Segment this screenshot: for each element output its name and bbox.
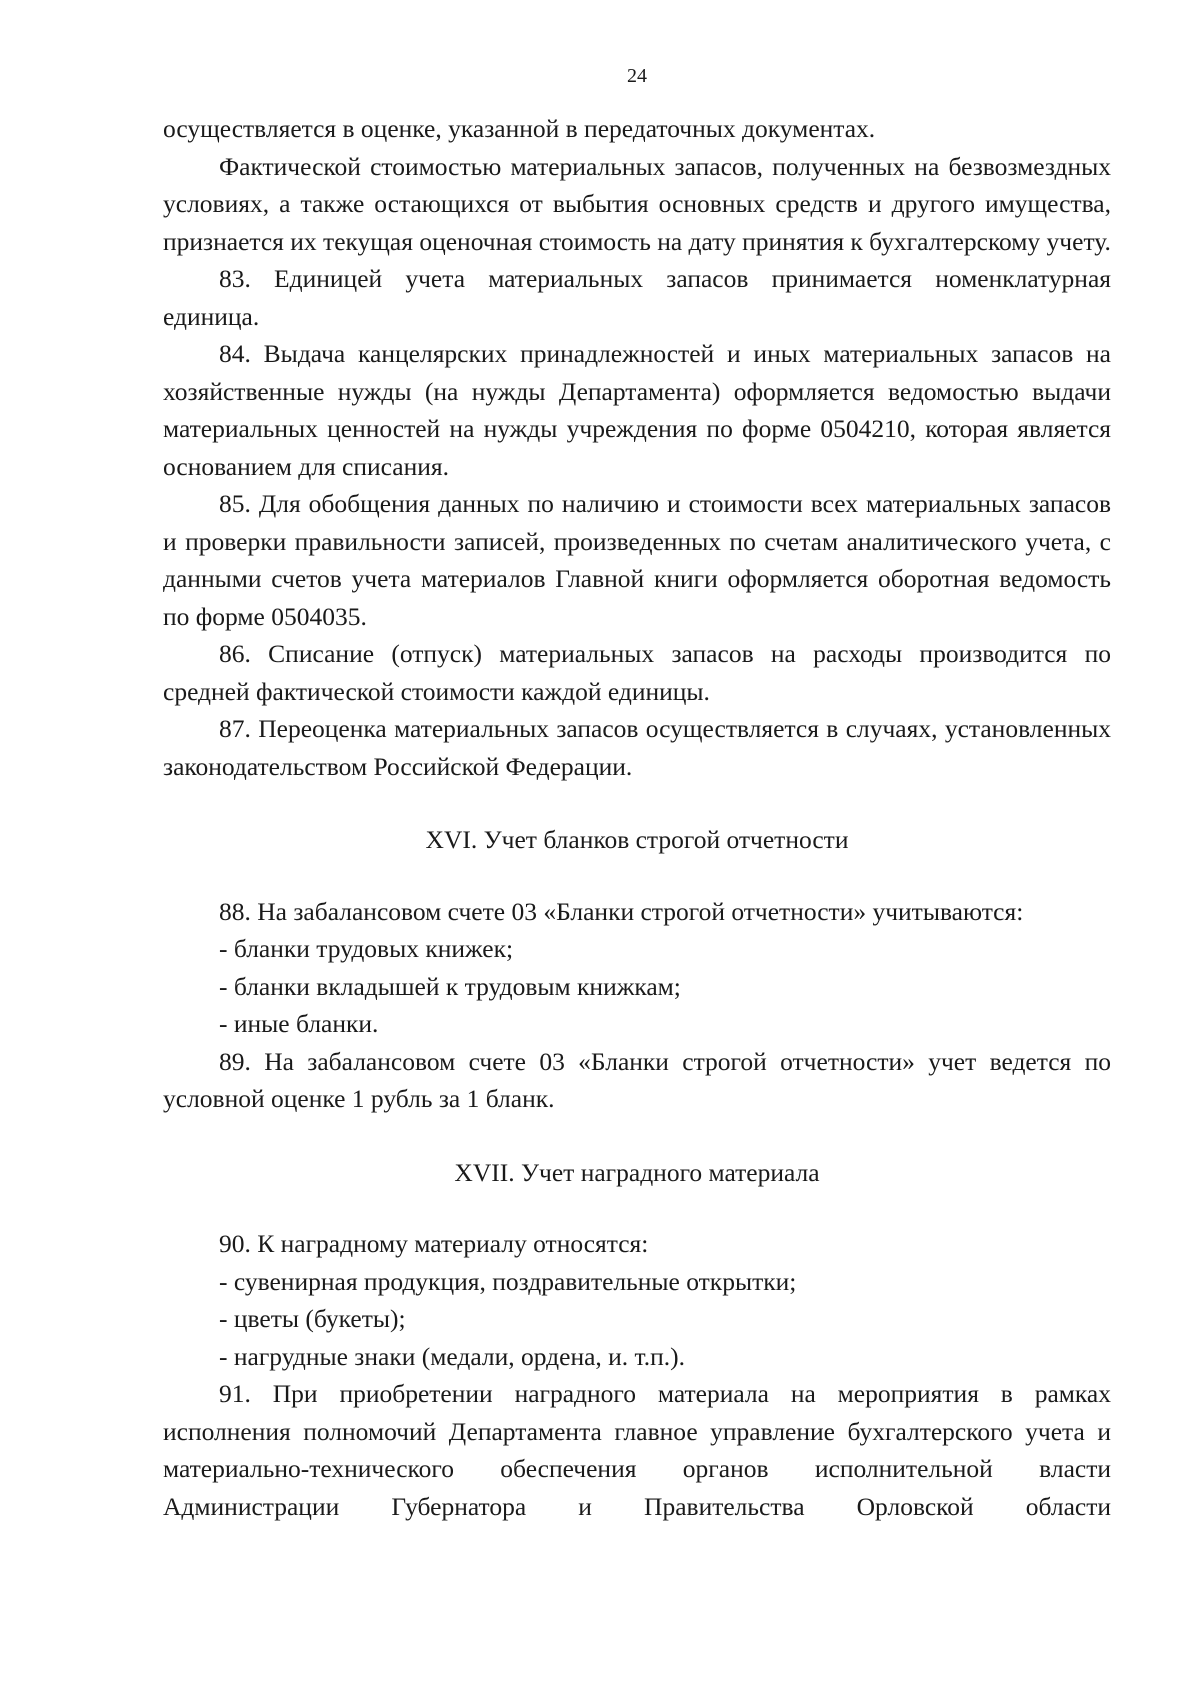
list-item: - цветы (букеты); bbox=[219, 1304, 406, 1333]
section-spacer bbox=[163, 1118, 1111, 1154]
list-item: - бланки вкладышей к трудовым книжкам; bbox=[219, 971, 681, 1001]
paragraph-item-84: 84. Выдача канцелярских принадлежностей и иных материальных запасов на хозяйственные нужды (на нужды Департамента) оформляется ведомостью выдачи материальных ценностей на нужды учреждения по форме 0504210, которая является основанием для списания. bbox=[163, 339, 1111, 481]
section-spacer bbox=[163, 1191, 1111, 1225]
document-body bbox=[163, 110, 1111, 1525]
page-number: 24 bbox=[627, 65, 647, 87]
paragraph-item-85: 85. Для обобщения данных по наличию и стоимости всех материальных запасов и проверки правильности записей, произведенных по счетам аналитического учета, с данными счетов учета материалов Главной книги оформляется оборотная ведомость по форме 0504035. bbox=[163, 489, 1111, 631]
paragraph-item-90: 90. К наградному материалу относятся: bbox=[219, 1229, 649, 1258]
continuation-paragraph: осуществляется в оценке, указанной в передаточных документах. bbox=[163, 114, 876, 143]
paragraph-item-86: 86. Списание (отпуск) материальных запасов на расходы производится по средней фактической стоимости каждой единицы. bbox=[163, 639, 1111, 706]
paragraph-item-87: 87. Переоценка материальных запасов осуществляется в случаях, установленных законодательством Российской Федерации. bbox=[163, 714, 1111, 781]
paragraph-item-88: 88. На забалансовом счете 03 «Бланки строгой отчетности» учитываются: bbox=[219, 896, 1024, 926]
list-item: - иные бланки. bbox=[219, 1009, 379, 1038]
list-item: - бланки трудовых книжек; bbox=[219, 934, 514, 963]
section-heading-xvii: XVII. Учет наградного материала bbox=[454, 1157, 820, 1187]
list-item: - нагрудные знаки (медали, ордена, и. т.п.). bbox=[219, 1341, 686, 1371]
section-spacer bbox=[163, 785, 1111, 821]
paragraph-actual-cost: Фактической стоимостью материальных запасов, полученных на безвозмездных условиях, а также остающихся от выбытия основных средств и другого имущества, признается их текущая оценочная стоимость на дату принятия к бухгалтерскому учету. bbox=[163, 151, 1111, 256]
section-heading-xvi: XVI. Учет бланков строгой отчетности bbox=[425, 825, 849, 854]
paragraph-item-91: 91. При приобретении наградного материала на мероприятия в рамках исполнения полномочий Департамента главное управление бухгалтерского учета и материально-технического обеспечения органов исполнительной власти Администрации Губернатора и Правительства Орловской области bbox=[163, 1379, 1111, 1521]
paragraph-item-89: 89. На забалансовом счете 03 «Бланки строгой отчетности» учет ведется по условной оценке 1 рубль за 1 бланк. bbox=[163, 1046, 1111, 1113]
list-item: - сувенирная продукция, поздравительные открытки; bbox=[219, 1266, 797, 1296]
paragraph-item-83: 83. Единицей учета материальных запасов принимается номенклатурная единица. bbox=[163, 264, 1111, 331]
section-spacer bbox=[163, 859, 1111, 893]
